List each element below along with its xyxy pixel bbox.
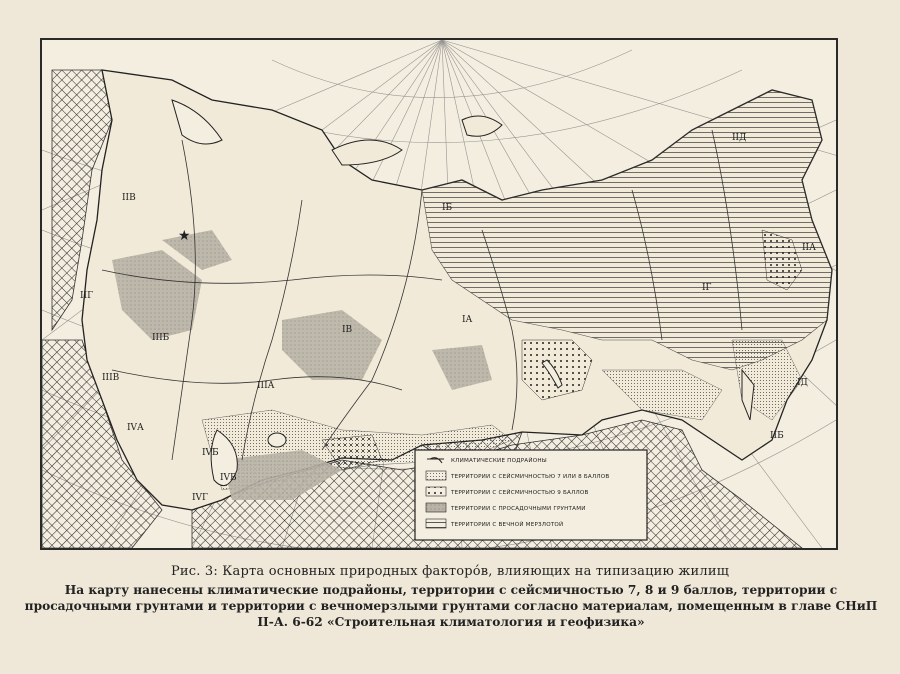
region-label: IГ xyxy=(702,283,712,293)
region-label: IIIВ xyxy=(102,373,120,383)
region-label: IVБ xyxy=(202,448,219,458)
region-label: IБ xyxy=(442,203,453,213)
moscow-star-icon: ★ xyxy=(178,228,191,244)
region-label: IА xyxy=(462,315,473,325)
region-label: IIIБ xyxy=(152,333,170,343)
region-label: IVГ xyxy=(192,493,209,503)
figure-caption-body: На карту нанесены климатические подрайоны, территории с сейсмичностью 7, 8 и 9 баллов, территории с просадочными грунтами и территории с вечномерзлыми грунтами согласно материалам, помещенным в главе СНиП II-А. 6-62 «Строительная климатология и геофизика» xyxy=(24,583,878,629)
legend-label: ТЕРРИТОРИИ С ВЕЧНОЙ МЕРЗЛОТОЙ xyxy=(451,522,564,528)
region-label: IIIА xyxy=(257,381,275,391)
figure-caption-title: Рис. 3: Карта основных природных факторо́в, влияющих на типизацию жилищ xyxy=(170,564,730,579)
region-label: IIВ xyxy=(122,193,136,203)
region-label: IIД xyxy=(732,133,747,143)
region-label: IIГ xyxy=(80,291,94,301)
map-frame xyxy=(40,38,838,550)
region-label: IВ xyxy=(342,325,353,335)
legend-label: ТЕРРИТОРИИ С ПРОСАДОЧНЫМИ ГРУНТАМИ xyxy=(451,506,586,512)
map-graphic xyxy=(42,40,836,548)
legend-label: ТЕРРИТОРИИ С СЕЙСМИЧНОСТЬЮ 7 ИЛИ 8 БАЛЛОВ xyxy=(451,474,610,480)
region-label: IIА xyxy=(802,243,816,253)
region-label: IVВ xyxy=(220,473,237,483)
legend-label: КЛИМАТИЧЕСКИЕ ПОДРАЙОНЫ xyxy=(451,458,547,464)
legend xyxy=(415,450,647,540)
region-label: IVА xyxy=(127,423,144,433)
legend-label: ТЕРРИТОРИИ С СЕЙСМИЧНОСТЬЮ 9 БАЛЛОВ xyxy=(451,490,589,496)
region-label: IIБ xyxy=(770,431,784,441)
region-label: IД xyxy=(797,378,808,388)
